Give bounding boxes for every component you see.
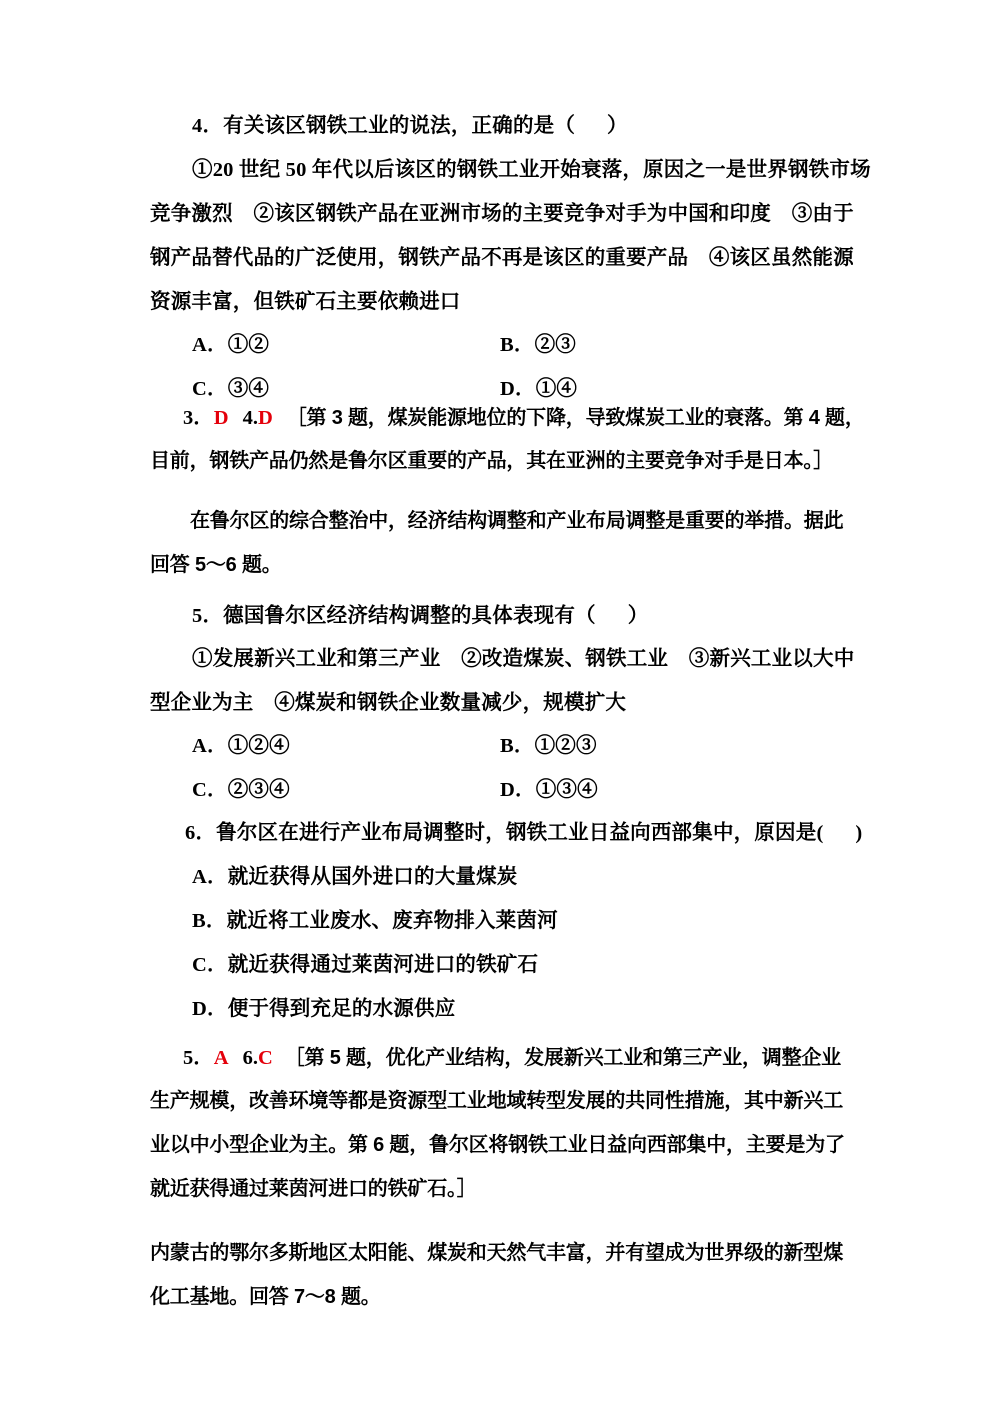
intro-7-8-line-1: 内蒙古的鄂尔多斯地区太阳能、煤炭和天然气丰富，并有望成为世界级的新型煤	[150, 1242, 843, 1264]
question-5-statement-1: ①发展新兴工业和第三产业 ②改造煤炭、钢铁工业 ③新兴工业以大中	[192, 648, 855, 670]
question-6-option-a[interactable]: A．就近获得从国外进口的大量煤炭	[192, 866, 518, 888]
answer-4-number: 4.	[242, 407, 258, 429]
answer-3-value: D	[213, 407, 229, 429]
question-6-option-c[interactable]: C．就近获得通过莱茵河进口的铁矿石	[192, 954, 539, 976]
answer-6-value: C	[257, 1047, 273, 1069]
answer-block-3-4	[183, 400, 865, 430]
answer-5-6-explanation-line-1: ［第 5 题，优化产业结构，发展新兴工业和第三产业，调整企业	[284, 1047, 841, 1069]
answer-5-6-explanation-line-2: 生产规模，改善环境等都是资源型工业地域转型发展的共同性措施，其中新兴工	[150, 1090, 843, 1112]
question-6-option-d[interactable]: D．便于得到充足的水源供应	[192, 998, 456, 1020]
answer-4-value: D	[257, 407, 273, 429]
question-4-statement-4: 资源丰富，但铁矿石主要依赖进口	[150, 291, 461, 313]
question-4-statement-1: ①20 世纪 50 年代以后该区的钢铁工业开始衰落，原因之一是世界钢铁市场	[192, 159, 871, 181]
question-5-option-c[interactable]: C．②③④	[192, 779, 290, 801]
answer-3-number: 3．	[183, 407, 214, 429]
question-4-stem: 4．有关该区钢铁工业的说法，正确的是（ ）	[192, 115, 628, 137]
question-5-option-a[interactable]: A．①②④	[192, 735, 290, 757]
question-5-option-b[interactable]: B．①②③	[500, 735, 597, 757]
question-4-option-b[interactable]: B．②③	[500, 334, 576, 356]
question-5-stem: 5．德国鲁尔区经济结构调整的具体表现有（ ）	[192, 605, 649, 627]
answer-5-6-explanation-line-4: 就近获得通过莱茵河进口的铁矿石。］	[150, 1178, 477, 1200]
intro-5-6-line-1: 在鲁尔区的综合整治中，经济结构调整和产业布局调整是重要的举措。据此	[190, 510, 844, 532]
intro-5-6-line-2: 回答 5～6 题。	[150, 554, 282, 576]
question-4-statement-2: 竞争激烈 ②该区钢铁产品在亚洲市场的主要竞争对手为中国和印度 ③由于	[150, 203, 854, 225]
answer-5-6-explanation-line-3: 业以中小型企业为主。第 6 题，鲁尔区将钢铁工业日益向西部集中，主要是为了	[150, 1134, 845, 1156]
answer-5-value: A	[213, 1047, 229, 1069]
intro-7-8-line-2: 化工基地。回答 7～8 题。	[150, 1286, 381, 1308]
question-4-option-a[interactable]: A．①②	[192, 334, 270, 356]
question-5-statement-2: 型企业为主 ④煤炭和钢铁企业数量减少，规模扩大	[150, 692, 627, 714]
question-4-statement-3: 钢产品替代品的广泛使用，钢铁产品不再是该区的重要产品 ④该区虽然能源	[150, 247, 854, 269]
question-4-option-d[interactable]: D．①④	[500, 378, 578, 400]
answer-block-5-6	[183, 1040, 841, 1070]
question-6-stem: 6．鲁尔区在进行产业布局调整时，钢铁工业日益向西部集中，原因是( )	[185, 822, 863, 844]
answer-5-number: 5．	[183, 1047, 214, 1069]
question-6-option-b[interactable]: B．就近将工业废水、废弃物排入莱茵河	[192, 910, 558, 932]
answer-3-4-explanation-line-1: ［第 3 题，煤炭能源地位的下降，导致煤炭工业的衰落。第 4 题，	[286, 407, 865, 429]
answer-6-number: 6.	[242, 1047, 258, 1069]
question-4-option-c[interactable]: C．③④	[192, 378, 270, 400]
question-5-option-d[interactable]: D．①③④	[500, 779, 598, 801]
answer-3-4-explanation-line-2: 目前，钢铁产品仍然是鲁尔区重要的产品，其在亚洲的主要竞争对手是日本。］	[150, 450, 833, 472]
